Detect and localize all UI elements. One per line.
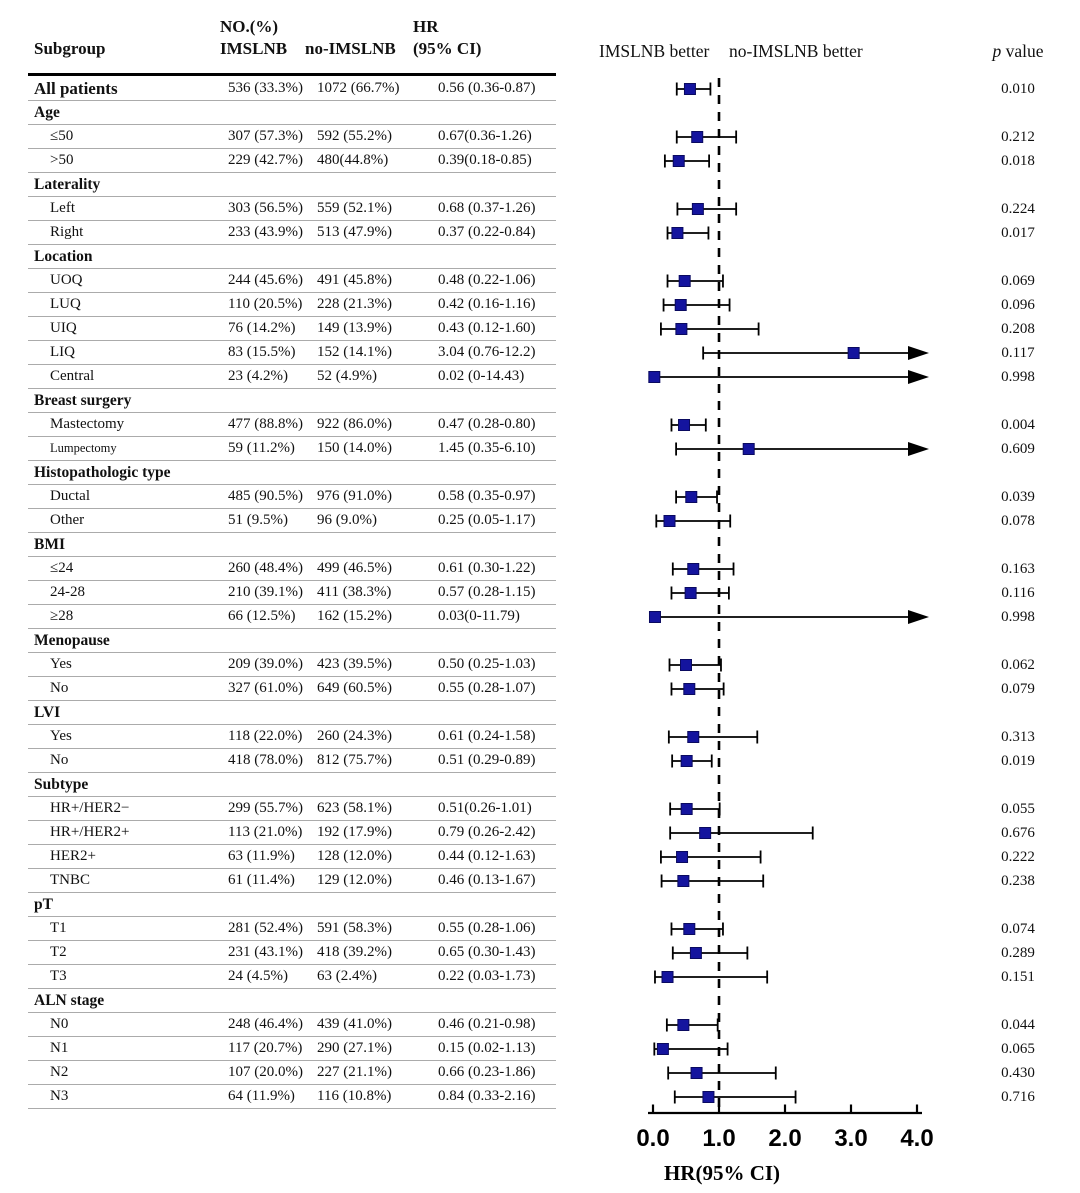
table-row [28, 653, 556, 677]
column-header-hr: HR [413, 17, 439, 36]
group-row [28, 629, 556, 653]
hr-ci-value: 0.42 (0.16-1.16) [438, 296, 536, 312]
row-label: Ductal [50, 488, 90, 504]
no-imslnb-value: 162 (15.2%) [317, 608, 392, 624]
row-label: N1 [50, 1040, 69, 1056]
hr-ci-value: 1.45 (0.35-6.10) [438, 440, 536, 456]
no-imslnb-value: 623 (58.1%) [317, 800, 392, 816]
row-label: N3 [50, 1088, 69, 1104]
p-value: 0.078 [1001, 513, 1035, 529]
hr-ci-value: 0.37 (0.22-0.84) [438, 224, 536, 240]
arrow-head [908, 370, 929, 384]
no-imslnb-value: 491 (45.8%) [317, 272, 392, 288]
hr-ci-value: 0.67(0.36-1.26) [438, 128, 532, 144]
hr-ci-value: 0.44 (0.12-1.63) [438, 848, 536, 864]
hr-marker [684, 84, 695, 95]
group-row [28, 173, 556, 197]
table-row [28, 821, 556, 845]
hr-marker [684, 924, 695, 935]
hr-marker [676, 324, 687, 335]
row-label: ALN stage [34, 992, 105, 1009]
hr-ci-value: 0.55 (0.28-1.06) [438, 920, 536, 936]
row-label: Laterality [34, 176, 101, 193]
row-label: T1 [50, 920, 67, 936]
p-value: 0.010 [1001, 81, 1035, 97]
hr-marker [679, 276, 690, 287]
hr-marker [675, 300, 686, 311]
no-imslnb-value: 559 (52.1%) [317, 200, 392, 216]
hr-ci-value: 0.15 (0.02-1.13) [438, 1040, 536, 1056]
imslnb-value: 66 (12.5%) [228, 608, 296, 624]
p-value: 0.676 [1001, 825, 1035, 841]
hr-ci-value: 0.48 (0.22-1.06) [438, 272, 536, 288]
row-label: TNBC [50, 872, 91, 888]
row-label: LVI [34, 704, 61, 721]
p-value: 0.430 [1001, 1065, 1035, 1081]
row-label: Right [50, 224, 84, 240]
p-value: 0.238 [1001, 873, 1035, 889]
imslnb-value: 231 (43.1%) [228, 944, 303, 960]
imslnb-value: 233 (43.9%) [228, 224, 303, 240]
row-label: N0 [50, 1016, 69, 1032]
column-header-subgroup: Subgroup [34, 39, 106, 58]
hr-marker [649, 372, 660, 383]
p-value: 0.019 [1001, 753, 1035, 769]
no-imslnb-value: 976 (91.0%) [317, 488, 392, 504]
hr-ci-value: 0.84 (0.33-2.16) [438, 1088, 536, 1104]
imslnb-value: 477 (88.8%) [228, 416, 303, 432]
p-value: 0.716 [1001, 1089, 1035, 1105]
hr-marker [686, 492, 697, 503]
no-imslnb-value: 418 (39.2%) [317, 944, 392, 960]
table-row [28, 125, 556, 149]
x-axis-tick-label: 3.0 [834, 1125, 868, 1152]
imslnb-value: 327 (61.0%) [228, 680, 303, 696]
hr-ci-value: 0.61 (0.30-1.22) [438, 560, 536, 576]
hr-marker [681, 660, 692, 671]
no-imslnb-value: 260 (24.3%) [317, 728, 392, 744]
row-label: Age [34, 104, 60, 121]
p-value: 0.224 [1001, 201, 1035, 217]
imslnb-value: 51 (9.5%) [228, 512, 288, 528]
hr-marker [692, 204, 703, 215]
x-axis-tick-label: 1.0 [702, 1125, 736, 1152]
no-imslnb-value: 480(44.8%) [317, 152, 389, 168]
column-header-hr-ci: (95% CI) [413, 39, 482, 58]
row-label: Central [50, 368, 95, 384]
row-label: Mastectomy [50, 416, 125, 432]
imslnb-value: 210 (39.1%) [228, 584, 303, 600]
hr-marker [743, 444, 754, 455]
row-label: No [50, 680, 69, 696]
table-row [28, 605, 556, 629]
hr-ci-value: 0.25 (0.05-1.17) [438, 512, 536, 528]
x-axis-tick-label: 0.0 [636, 1125, 670, 1152]
table-row [28, 485, 556, 509]
table-row [28, 845, 556, 869]
no-imslnb-value: 513 (47.9%) [317, 224, 392, 240]
no-imslnb-value: 499 (46.5%) [317, 560, 392, 576]
no-imslnb-value: 96 (9.0%) [317, 512, 377, 528]
no-imslnb-value: 129 (12.0%) [317, 872, 392, 888]
imslnb-value: 61 (11.4%) [228, 872, 295, 888]
p-value: 0.062 [1001, 657, 1035, 673]
arrow-head [908, 442, 929, 456]
no-imslnb-value: 192 (17.9%) [317, 824, 392, 840]
hr-marker [678, 876, 689, 887]
hr-ci-value: 0.46 (0.13-1.67) [438, 872, 536, 888]
table-row [28, 1037, 556, 1061]
table-row [28, 581, 556, 605]
no-imslnb-value: 150 (14.0%) [317, 440, 392, 456]
no-imslnb-value: 812 (75.7%) [317, 752, 392, 768]
p-value: 0.065 [1001, 1041, 1035, 1057]
p-value: 0.289 [1001, 945, 1035, 961]
no-imslnb-value: 922 (86.0%) [317, 416, 392, 432]
row-label: No [50, 752, 69, 768]
row-label: LUQ [50, 296, 81, 312]
p-value: 0.998 [1001, 369, 1035, 385]
table-row [28, 413, 556, 437]
imslnb-value: 117 (20.7%) [228, 1040, 303, 1056]
no-imslnb-value: 63 (2.4%) [317, 968, 377, 984]
p-value: 0.151 [1001, 969, 1035, 985]
hr-ci-value: 3.04 (0.76-12.2) [438, 344, 536, 360]
table-row [28, 869, 556, 893]
hr-marker [692, 132, 703, 143]
hr-ci-value: 0.22 (0.03-1.73) [438, 968, 536, 984]
p-value: 0.609 [1001, 441, 1035, 457]
row-label: UOQ [50, 272, 83, 288]
table-row [28, 197, 556, 221]
row-label: ≤50 [50, 128, 74, 144]
hr-ci-value: 0.02 (0-14.43) [438, 368, 525, 384]
no-imslnb-value: 592 (55.2%) [317, 128, 392, 144]
imslnb-value: 83 (15.5%) [228, 344, 296, 360]
row-label: T3 [50, 968, 67, 984]
row-label: N2 [50, 1064, 69, 1080]
no-imslnb-value: 423 (39.5%) [317, 656, 392, 672]
imslnb-value: 248 (46.4%) [228, 1016, 303, 1032]
hr-marker [700, 828, 711, 839]
group-row [28, 773, 556, 797]
p-value: 0.208 [1001, 321, 1035, 337]
no-imslnb-value: 128 (12.0%) [317, 848, 392, 864]
hr-ci-value: 0.57 (0.28-1.15) [438, 584, 536, 600]
table-row [28, 917, 556, 941]
hr-marker [688, 732, 699, 743]
table-row [28, 941, 556, 965]
row-label: pT [34, 896, 53, 913]
table-row [28, 797, 556, 821]
hr-marker [677, 852, 688, 863]
hr-ci-value: 0.56 (0.36-0.87) [438, 80, 536, 96]
hr-marker [681, 804, 692, 815]
group-row [28, 461, 556, 485]
p-value: 0.018 [1001, 153, 1035, 169]
p-value: 0.017 [1001, 225, 1035, 241]
imslnb-value: 113 (21.0%) [228, 824, 303, 840]
group-row [28, 101, 556, 125]
imslnb-value: 110 (20.5%) [228, 296, 303, 312]
hr-ci-value: 0.58 (0.35-0.97) [438, 488, 536, 504]
hr-ci-value: 0.61 (0.24-1.58) [438, 728, 536, 744]
group-row [28, 533, 556, 557]
table-row [28, 149, 556, 173]
hr-ci-value: 0.51(0.26-1.01) [438, 800, 532, 816]
row-label: HR+/HER2− [50, 800, 130, 816]
x-axis-tick-label: 2.0 [768, 1125, 802, 1152]
row-label: >50 [50, 152, 74, 168]
no-imslnb-value: 152 (14.1%) [317, 344, 392, 360]
row-label: UIQ [50, 320, 77, 336]
imslnb-value: 24 (4.5%) [228, 968, 288, 984]
p-value: 0.096 [1001, 297, 1035, 313]
no-imslnb-value: 228 (21.3%) [317, 296, 392, 312]
no-imslnb-value: 149 (13.9%) [317, 320, 392, 336]
hr-marker [688, 564, 699, 575]
row-label: Subtype [34, 776, 89, 793]
hr-marker [673, 156, 684, 167]
hr-ci-value: 0.03(0-11.79) [438, 608, 520, 624]
row-label: T2 [50, 944, 67, 960]
imslnb-value: 209 (39.0%) [228, 656, 303, 672]
imslnb-value: 536 (33.3%) [228, 80, 303, 96]
hr-ci-value: 0.43 (0.12-1.60) [438, 320, 536, 336]
no-imslnb-value: 116 (10.8%) [317, 1088, 392, 1104]
row-label: LIQ [50, 344, 75, 360]
imslnb-value: 76 (14.2%) [228, 320, 296, 336]
p-value: 0.212 [1001, 129, 1035, 145]
table-row [28, 1085, 556, 1109]
column-header-no-pct: NO.(%) [220, 17, 279, 36]
table-row [28, 965, 556, 989]
hr-ci-value: 0.39(0.18-0.85) [438, 152, 532, 168]
hr-marker [685, 588, 696, 599]
hr-ci-value: 0.55 (0.28-1.07) [438, 680, 536, 696]
p-value: 0.998 [1001, 609, 1035, 625]
hr-marker [684, 684, 695, 695]
no-imslnb-value: 591 (58.3%) [317, 920, 392, 936]
hr-marker [681, 756, 692, 767]
row-label: HER2+ [50, 848, 96, 864]
group-row [28, 701, 556, 725]
table-row [28, 677, 556, 701]
row-label: Yes [50, 656, 72, 672]
table-row [28, 725, 556, 749]
imslnb-value: 59 (11.2%) [228, 440, 295, 456]
plot-label-no-imslnb-better: no-IMSLNB better [729, 41, 863, 61]
hr-marker [691, 1068, 702, 1079]
hr-marker [679, 420, 690, 431]
imslnb-value: 64 (11.9%) [228, 1088, 295, 1104]
table-row [28, 437, 556, 461]
row-label: Other [50, 512, 85, 528]
group-row [28, 893, 556, 917]
hr-marker [662, 972, 673, 983]
hr-marker [649, 612, 660, 623]
row-label: Location [34, 248, 93, 265]
p-value: 0.163 [1001, 561, 1035, 577]
plot-label-imslnb-better: IMSLNB better [599, 41, 710, 61]
column-header-no-imslnb: no-IMSLNB [305, 39, 396, 58]
p-value: 0.039 [1001, 489, 1035, 505]
imslnb-value: 229 (42.7%) [228, 152, 303, 168]
row-label: Breast surgery [34, 392, 132, 409]
p-italic: p [992, 41, 1002, 61]
hr-ci-value: 0.79 (0.26-2.42) [438, 824, 536, 840]
row-label: All patients [34, 79, 118, 98]
imslnb-value: 418 (78.0%) [228, 752, 303, 768]
imslnb-value: 485 (90.5%) [228, 488, 303, 504]
no-imslnb-value: 439 (41.0%) [317, 1016, 392, 1032]
arrow-head [908, 610, 929, 624]
imslnb-value: 299 (55.7%) [228, 800, 303, 816]
x-axis-title: HR(95% CI) [663, 1161, 781, 1185]
p-value: 0.044 [1001, 1017, 1035, 1033]
row-label: ≥28 [50, 608, 74, 624]
row-label: ≤24 [50, 560, 74, 576]
hr-ci-value: 0.68 (0.37-1.26) [438, 200, 536, 216]
table-row [28, 317, 556, 341]
no-imslnb-value: 649 (60.5%) [317, 680, 392, 696]
row-label: Yes [50, 728, 72, 744]
column-header-imslnb: IMSLNB [220, 39, 288, 58]
row-label: Histopathologic type [34, 464, 171, 481]
p-value: 0.079 [1001, 681, 1035, 697]
table-row [28, 269, 556, 293]
hr-marker [678, 1020, 689, 1031]
table-row [28, 749, 556, 773]
no-imslnb-value: 411 (38.3%) [317, 584, 392, 600]
row-label: BMI [34, 536, 65, 553]
hr-ci-value: 0.65 (0.30-1.43) [438, 944, 536, 960]
no-imslnb-value: 1072 (66.7%) [317, 80, 400, 96]
p-rest: value [1001, 41, 1044, 61]
imslnb-value: 303 (56.5%) [228, 200, 303, 216]
hr-marker [703, 1092, 714, 1103]
p-value: 0.116 [1001, 585, 1035, 601]
p-value: 0.074 [1001, 921, 1035, 937]
p-value: 0.004 [1001, 417, 1035, 433]
hr-marker [690, 948, 701, 959]
group-row [28, 389, 556, 413]
imslnb-value: 118 (22.0%) [228, 728, 303, 744]
hr-ci-value: 0.47 (0.28-0.80) [438, 416, 536, 432]
hr-marker [848, 348, 859, 359]
hr-marker [657, 1044, 668, 1055]
row-label: Menopause [34, 632, 110, 649]
hr-ci-value: 0.46 (0.21-0.98) [438, 1016, 536, 1032]
p-value: 0.222 [1001, 849, 1035, 865]
p-value: 0.117 [1001, 345, 1035, 361]
imslnb-value: 281 (52.4%) [228, 920, 303, 936]
no-imslnb-value: 290 (27.1%) [317, 1040, 392, 1056]
no-imslnb-value: 52 (4.9%) [317, 368, 377, 384]
hr-ci-value: 0.50 (0.25-1.03) [438, 656, 536, 672]
table-row [28, 77, 556, 101]
group-row [28, 245, 556, 269]
imslnb-value: 244 (45.6%) [228, 272, 303, 288]
imslnb-value: 23 (4.2%) [228, 368, 288, 384]
p-value: 0.055 [1001, 801, 1035, 817]
table-row [28, 1061, 556, 1085]
imslnb-value: 63 (11.9%) [228, 848, 295, 864]
table-row [28, 509, 556, 533]
hr-marker [664, 516, 675, 527]
row-label: HR+/HER2+ [50, 824, 130, 840]
table-row [28, 365, 556, 389]
table-row [28, 341, 556, 365]
no-imslnb-value: 227 (21.1%) [317, 1064, 392, 1080]
row-label: Lumpectomy [50, 441, 117, 455]
imslnb-value: 107 (20.0%) [228, 1064, 303, 1080]
table-row [28, 221, 556, 245]
arrow-head [908, 346, 929, 360]
table-row [28, 1013, 556, 1037]
hr-marker [672, 228, 683, 239]
p-value: 0.313 [1001, 729, 1035, 745]
imslnb-value: 307 (57.3%) [228, 128, 303, 144]
table-row [28, 557, 556, 581]
row-label: 24-28 [50, 584, 85, 600]
hr-ci-value: 0.51 (0.29-0.89) [438, 752, 536, 768]
group-row [28, 989, 556, 1013]
p-value: 0.069 [1001, 273, 1035, 289]
imslnb-value: 260 (48.4%) [228, 560, 303, 576]
x-axis-tick-label: 4.0 [900, 1125, 934, 1152]
row-label: Left [50, 200, 75, 216]
table-row [28, 293, 556, 317]
hr-ci-value: 0.66 (0.23-1.86) [438, 1064, 536, 1080]
